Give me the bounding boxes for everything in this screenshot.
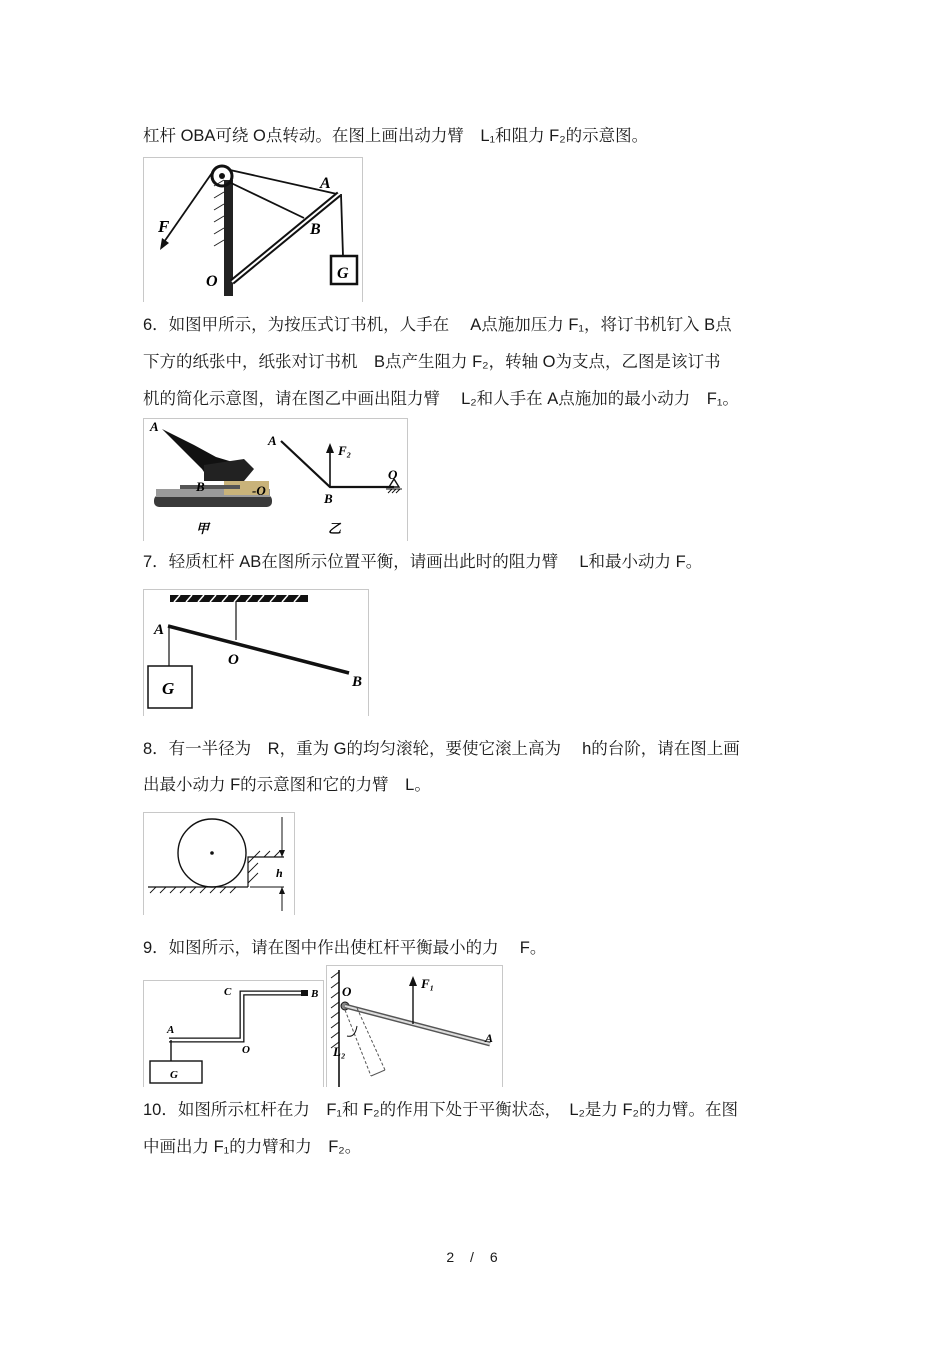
figure-q7-lever <box>143 589 369 716</box>
q10-text-line-1: 10．如图所示杠杆在力 F₁和 F₂的作用下处于平衡状态， L₂是力 F₂的力臂。在图 <box>143 1101 738 1119</box>
label-o-photo: -O <box>252 483 266 498</box>
label-g: G <box>162 679 175 698</box>
q6-text-line-3: 机的简化示意图，请在图乙中画出阻力臂 L₂和人手在 A点施加的最小动力 F₁。 <box>143 390 739 408</box>
label-b: B <box>310 221 321 238</box>
label-g: G <box>170 1069 178 1081</box>
q5-text-line-1: 杠杆 OBA可绕 O点转动。在图上画出动力臂 L₁和阻力 F₂的示意图。 <box>143 127 649 145</box>
figure-q6-stapler <box>143 418 408 541</box>
label-f1: F₁ <box>421 976 435 991</box>
q8-text-line-2: 出最小动力 F的示意图和它的力臂 L。 <box>143 776 431 794</box>
label-g: G <box>337 265 349 282</box>
lever-ab <box>168 626 349 673</box>
label-a: A <box>167 1024 175 1036</box>
q6-text-line-1: 6．如图甲所示，为按压式订书机，人手在 A点施加压力 F₁，将订书机钉入 B点 <box>143 316 732 334</box>
bent-lever <box>169 993 304 1040</box>
q10-text-line-2: 中画出力 F₁的力臂和力 F₂。 <box>143 1138 362 1156</box>
label-b-photo: B <box>196 479 205 494</box>
label-h: h <box>276 866 283 880</box>
label-a: A <box>485 1031 494 1045</box>
figure-q8-roller-step <box>143 812 295 915</box>
figure-q10-wall-lever <box>326 965 503 1087</box>
label-o: O <box>206 273 218 290</box>
q7-text-line-1: 7．轻质杠杆 AB在图所示位置平衡，请画出此时的阻力臂 L和最小动力 F。 <box>143 553 703 571</box>
label-b-diagram: B <box>324 491 333 506</box>
label-f2: F₂ <box>338 443 352 458</box>
label-a-diagram: A <box>268 433 277 448</box>
label-b: B <box>311 988 319 1000</box>
label-f: F <box>158 217 170 236</box>
label-o: O <box>242 1044 250 1056</box>
figure-q9-bent-lever <box>143 980 324 1087</box>
label-o-diagram: O <box>388 467 398 482</box>
label-jia: 甲 <box>196 521 210 536</box>
label-b: B <box>352 674 363 690</box>
label-a: A <box>154 622 165 638</box>
figure-q5-lever-pulley <box>143 157 363 302</box>
rope-f <box>164 170 214 242</box>
label-c: C <box>224 986 232 998</box>
label-l2: L₂ <box>333 1044 346 1059</box>
q8-text-line-1: 8．有一半径为 R，重为 G的均匀滚轮，要使它滚上高为 h的台阶，请在图上画 <box>143 740 740 758</box>
page-number: 2 / 6 <box>446 1249 504 1265</box>
label-yi: 乙 <box>328 521 342 536</box>
q6-text-line-2: 下方的纸张中，纸张对订书机 B点产生阻力 F₂，转轴 O为支点，乙图是该订书 <box>143 353 721 371</box>
label-o: O <box>342 984 352 999</box>
q9-text-line-1: 9．如图所示，请在图中作出使杠杆平衡最小的力 F。 <box>143 939 547 957</box>
label-o: O <box>228 652 239 668</box>
label-a-photo: A <box>150 419 159 434</box>
label-a: A <box>320 175 331 192</box>
